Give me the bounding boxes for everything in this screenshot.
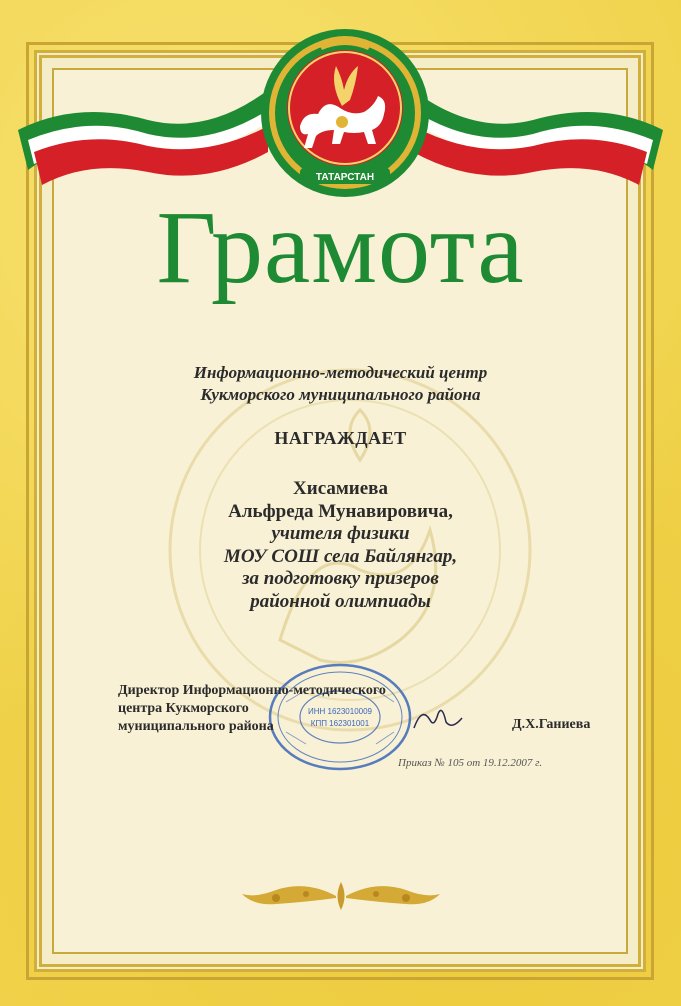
awards-heading: НАГРАЖДАЕТ [274, 428, 407, 448]
signatory-title-line-2: центра Кукморского [118, 701, 249, 716]
certificate-title: Грамота [156, 190, 525, 305]
award-reason-line-1: за подготовку призеров [242, 568, 439, 589]
organization-line-1: Информационно-методический центр [193, 363, 488, 382]
emblem-label: ТАТАРСТАН [315, 172, 375, 183]
organization-name [0, 362, 681, 406]
recipient-surname: Хисамиева [293, 478, 388, 499]
recipient-school: МОУ СОШ села Байлянгар, [223, 545, 458, 567]
organization-line-2: Кукморского муниципального района [200, 385, 481, 404]
signatory-title-line-1: Директор Информационно-методического [118, 683, 386, 698]
signature-icon [408, 700, 468, 736]
signatory-name: Д.Х.Ганиева [512, 717, 591, 732]
recipient-name: Альфреда Мунавировича, [228, 500, 453, 522]
signatory-title-line-3: муниципального района [118, 719, 274, 734]
order-reference: Приказ № 105 от 19.12.2007 г. [398, 757, 543, 769]
award-reason-line-2: районной олимпиады [250, 590, 431, 612]
stamp-inn: ИНН 1623010009 [307, 707, 373, 716]
signatory-title [118, 682, 418, 736]
gold-ornament-icon [236, 876, 446, 916]
tatarstan-emblem-icon [260, 26, 430, 200]
recipient-block [0, 478, 681, 613]
stamp-kpp: КПП 162301001 [310, 719, 370, 728]
recipient-position: учителя физики [271, 523, 410, 544]
